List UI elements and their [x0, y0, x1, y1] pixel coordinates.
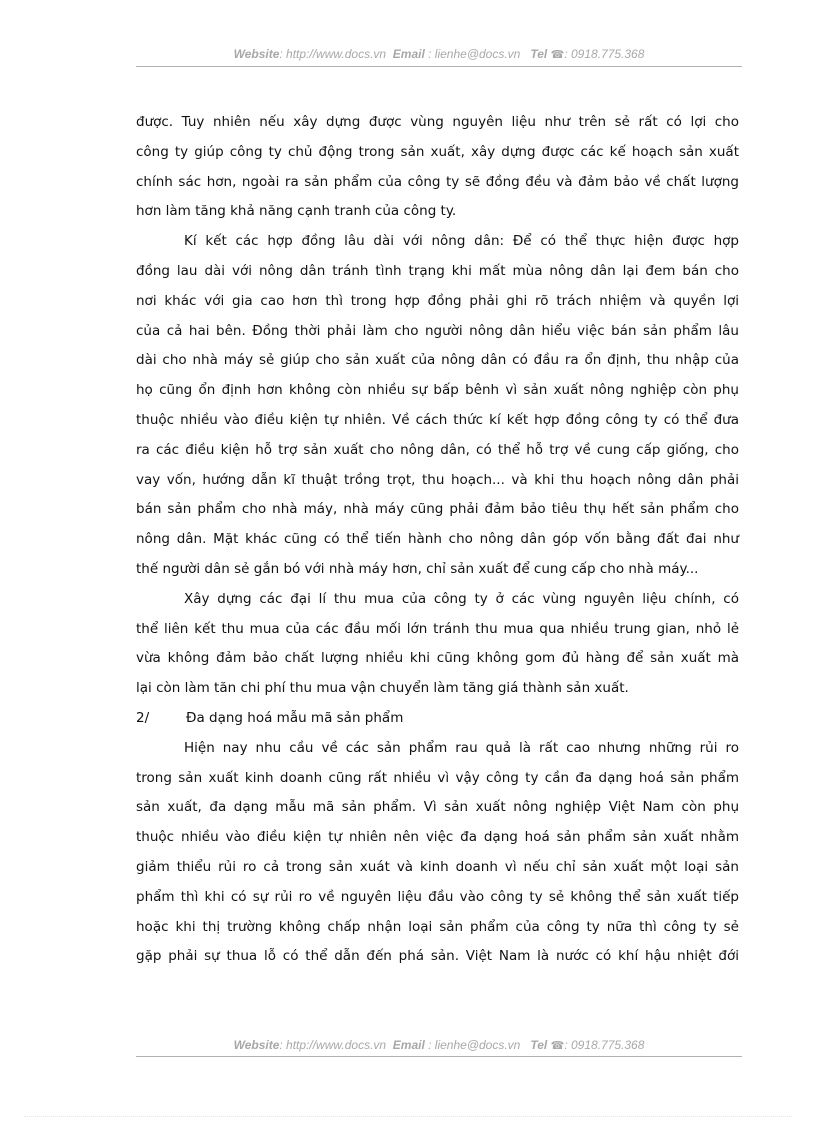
body-line: phẩm thì khi có sự rủi ro về nguyên liệu đầu vào công ty sẻ không thể sản xuất tiếp [136, 888, 739, 905]
body-line: Kí kết các hợp đồng lâu dài với nông dân: Để có thể thực hiện được hợp [184, 233, 739, 250]
section-title: Đa dạng hoá mẫu mã sản phẩm [186, 709, 404, 726]
body-line: vừa không đảm bảo chất lượng nhiều khi cũng không gom đủ hàng để sản xuất mà [136, 650, 739, 667]
body-line: chính sác hơn, ngoài ra sản phẩm của công ty sẽ đồng đều và đảm bảo về chất lượng [136, 173, 739, 190]
body-line: nơi khác với gia cao hơn thì trong hợp đồng phải ghi rõ trách nhiệm và quyền lợi [136, 292, 739, 309]
phone-icon: ☎ [550, 1040, 565, 1052]
body-line: hoặc khi thị trường không chấp nhận loại sản phẩm của công ty nữa thì công ty sẻ [136, 918, 739, 935]
footer-website-label: Website [233, 1038, 280, 1052]
footer-tel-label: Tel [530, 1038, 548, 1052]
body-line: ra các điều kiện hỗ trợ sản xuất cho nông dân, có thể hỗ trợ về cung cấp giống, cho [136, 441, 739, 458]
body-line: trong sản xuất kinh doanh cũng rất nhiều vì vậy công ty cần đa dạng hoá sản phẩm [136, 769, 739, 786]
header-email-label: Email [392, 47, 425, 61]
body-line: thế người dân sẻ gắn bó với nhà máy hơn, chỉ sản xuất để cung cấp cho nhà máy... [136, 560, 699, 577]
body-line: sản xuất, đa dạng mẫu mã sản phẩm. Vì sản xuất nông nghiệp Việt Nam còn phụ [136, 799, 739, 816]
footer-website-value[interactable]: : http://www.docs.vn [279, 1038, 387, 1052]
body-line: được. Tuy nhiên nếu xây dựng được vùng nguyên liệu như trên sẻ rất có lợi cho [136, 114, 739, 130]
body-line: của cả hai bên. Đồng thời phải làm cho người nông dân hiểu việc bán sản phẩm lâu [136, 322, 739, 339]
phone-icon: ☎ [550, 49, 565, 61]
body-line: họ cũng ổn định hơn không còn nhiều sự bấp bênh vì sản xuất nông nghiệp còn phụ [136, 382, 739, 399]
body-line: hơn làm tăng khả năng cạnh tranh của công ty. [136, 203, 457, 220]
page-footer [136, 1038, 742, 1052]
body-line: gặp phải sự thua lỗ có thể dẫn đến phá sản. Việt Nam là nước có khí hậu nhiệt đới [136, 948, 739, 965]
header-website-value[interactable]: : http://www.docs.vn [279, 47, 387, 61]
body-line: dài cho nhà máy sẻ giúp cho sản xuất của nông dân có đầu ra ổn định, thu nhập của [136, 352, 739, 369]
page-header [136, 47, 742, 61]
header-tel-label: Tel [530, 47, 548, 61]
footer-tel-value: : 0918.775.368 [564, 1038, 645, 1052]
body-line: thuộc nhiều vào điều kiện tự nhiên. Về cách thức kí kết hợp đồng công ty có thể đưa [136, 411, 739, 428]
header-email-value[interactable]: : lienhe@docs.vn [428, 47, 521, 61]
body-line: Xây dựng các đại lí thu mua của công ty ở các vùng nguyên liệu chính, có [184, 590, 739, 607]
body-line: Hiện nay nhu cầu về các sản phẩm rau quả là rất cao nhưng những rủi ro [184, 739, 739, 756]
header-tel-value: : 0918.775.368 [564, 47, 645, 61]
footer-divider [136, 1056, 742, 1057]
section-heading [136, 704, 739, 734]
section-number: 2/ [136, 709, 150, 726]
body-line: bán sản phẩm cho nhà máy, nhà máy cũng phải đảm bảo tiêu thụ hết sản phẩm cho [136, 501, 739, 518]
header-divider [136, 66, 742, 67]
body-line: công ty giúp công ty chủ động trong sản xuất, xây dựng được các kế hoạch sản xuất [136, 143, 739, 160]
page-edge-dots [24, 1116, 792, 1117]
header-website-label: Website [233, 47, 280, 61]
body-line: thể liên kết thu mua của các đầu mối lớn tránh thu mua qua nhiều trung gian, nhỏ lẻ [136, 620, 739, 637]
footer-email-label: Email [392, 1038, 425, 1052]
footer-email-value[interactable]: : lienhe@docs.vn [428, 1038, 521, 1052]
document-body [136, 108, 739, 972]
body-line: đồng lau dài với nông dân tránh tình trạng khi mất mùa nông dân lại đem bán cho [136, 262, 739, 279]
body-line: thuộc nhiều vào điều kiện tự nhiên nên việc đa dạng hoá sản phẩm sản xuất nhằm [136, 829, 739, 846]
body-line: lại còn làm tăn chi phí thu mua vận chuyển làm tăng giá thành sản xuất. [136, 680, 629, 697]
body-line: giảm thiểu rủi ro cả trong sản xuát và kinh doanh vì nếu chỉ sản xuất một loại sản [136, 858, 739, 875]
body-line: nông dân. Mặt khác cũng có thể tiến hành cho nông dân góp vốn bằng đất đai như [136, 531, 739, 548]
body-line: vay vốn, hướng dẫn kĩ thuật trồng trọt, thu hoạch... và khi thu hoạch nông dân phải [136, 471, 739, 488]
